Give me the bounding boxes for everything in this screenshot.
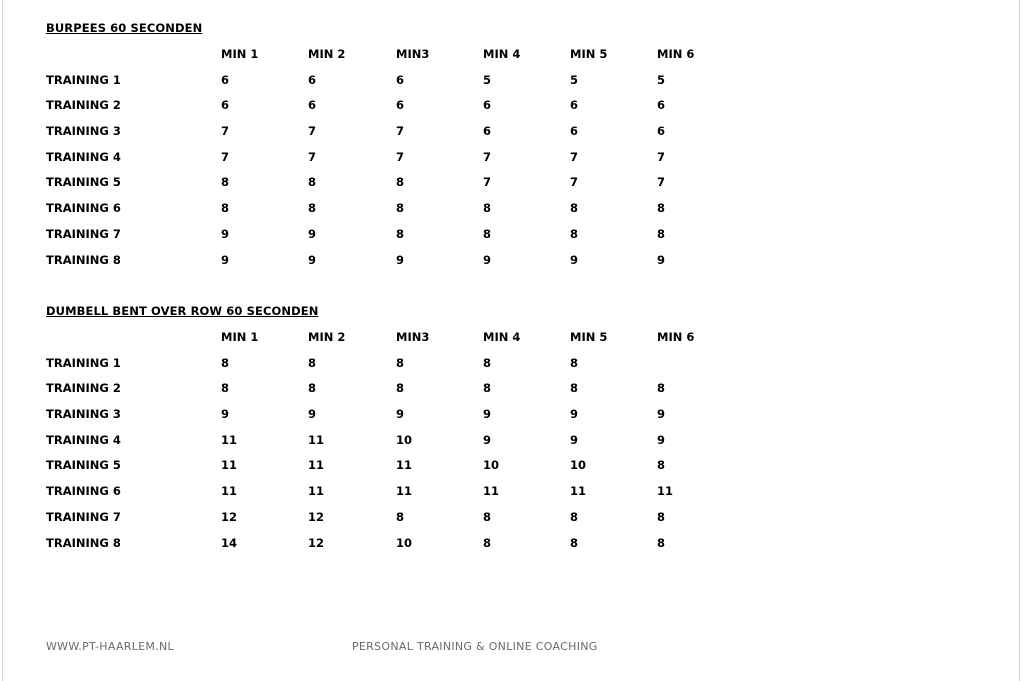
table-cell: 11 <box>308 484 325 499</box>
row-label: TRAINING 3 <box>46 124 121 139</box>
table-cell: 6 <box>657 98 666 113</box>
table-cell: 9 <box>396 252 405 267</box>
table-cell: 8 <box>483 226 492 241</box>
header-min-3: MIN3 <box>396 330 430 344</box>
footer-tagline: PERSONAL TRAINING & ONLINE COACHING <box>352 640 598 653</box>
row-label: TRAINING 4 <box>46 432 121 447</box>
table-cell: 8 <box>570 226 579 241</box>
table-cell: 11 <box>221 458 238 473</box>
table-cell: 8 <box>396 355 405 370</box>
table-cell: 6 <box>570 124 579 139</box>
table-cell: 9 <box>657 432 666 447</box>
table-cell: 8 <box>483 355 492 370</box>
document-page <box>2 0 1020 681</box>
row-label: TRAINING 6 <box>46 484 121 499</box>
table-cell: 9 <box>570 407 579 422</box>
table-cell: 7 <box>308 124 317 139</box>
footer-website: WWW.PT-HAARLEM.NL <box>46 640 174 653</box>
table-cell: 7 <box>221 149 230 164</box>
table-cell: 8 <box>657 509 666 524</box>
table-cell: 8 <box>308 201 317 216</box>
table-cell: 11 <box>570 484 587 499</box>
table-cell: 5 <box>570 72 579 87</box>
header-min-5: MIN 5 <box>570 47 608 61</box>
table-cell: 6 <box>221 72 230 87</box>
table-cell: 8 <box>483 201 492 216</box>
table-cell: 5 <box>483 72 492 87</box>
table-cell: 7 <box>221 124 230 139</box>
row-label: TRAINING 6 <box>46 201 121 216</box>
table-cell: 6 <box>483 98 492 113</box>
table-cell: 11 <box>308 458 325 473</box>
table-cell: 7 <box>570 149 579 164</box>
table-cell: 6 <box>483 124 492 139</box>
table-cell: 7 <box>570 175 579 190</box>
header-min-1: MIN 1 <box>221 330 259 344</box>
table-cell: 8 <box>657 381 666 396</box>
table-cell: 10 <box>396 432 413 447</box>
row-label: TRAINING 5 <box>46 175 121 190</box>
table-cell: 11 <box>483 484 500 499</box>
table-cell: 7 <box>308 149 317 164</box>
row-label: TRAINING 8 <box>46 535 121 550</box>
header-min-2: MIN 2 <box>308 330 346 344</box>
row-label: TRAINING 8 <box>46 252 121 267</box>
table-cell: 8 <box>483 535 492 550</box>
table-cell: 7 <box>483 175 492 190</box>
table-cell: 9 <box>221 252 230 267</box>
table-cell: 6 <box>221 98 230 113</box>
table-cell: 12 <box>221 509 238 524</box>
table-cell: 5 <box>657 72 666 87</box>
table-cell: 8 <box>570 201 579 216</box>
table-cell: 9 <box>483 252 492 267</box>
table-cell: 8 <box>483 509 492 524</box>
header-min-6: MIN 6 <box>657 47 695 61</box>
table-cell: 12 <box>308 509 325 524</box>
table-cell: 11 <box>221 484 238 499</box>
table-cell: 6 <box>396 98 405 113</box>
table-cell: 8 <box>396 175 405 190</box>
table-cell: 10 <box>483 458 500 473</box>
table-cell: 6 <box>308 98 317 113</box>
table-cell: 11 <box>308 432 325 447</box>
table-cell: 10 <box>396 535 413 550</box>
table-cell: 8 <box>570 535 579 550</box>
table-cell: 6 <box>308 72 317 87</box>
header-min-4: MIN 4 <box>483 330 521 344</box>
table-cell: 8 <box>308 175 317 190</box>
table-cell: 9 <box>657 407 666 422</box>
table-cell: 11 <box>221 432 238 447</box>
table-cell: 8 <box>396 226 405 241</box>
table-cell: 8 <box>221 201 230 216</box>
table-cell: 6 <box>396 72 405 87</box>
table-cell: 11 <box>657 484 674 499</box>
table-cell: 9 <box>570 432 579 447</box>
table-cell: 7 <box>396 124 405 139</box>
header-min-1: MIN 1 <box>221 47 259 61</box>
table-cell: 9 <box>570 252 579 267</box>
header-min-5: MIN 5 <box>570 330 608 344</box>
table-cell: 9 <box>221 407 230 422</box>
table-cell: 10 <box>570 458 587 473</box>
header-min-4: MIN 4 <box>483 47 521 61</box>
table-cell: 9 <box>483 432 492 447</box>
table-cell: 14 <box>221 535 238 550</box>
table-cell: 7 <box>657 175 666 190</box>
table-cell: 8 <box>657 201 666 216</box>
table-cell: 9 <box>221 226 230 241</box>
table-cell: 8 <box>396 509 405 524</box>
table-cell: 8 <box>483 381 492 396</box>
table-cell: 9 <box>308 226 317 241</box>
row-label: TRAINING 7 <box>46 226 121 241</box>
row-label: TRAINING 4 <box>46 149 121 164</box>
table-cell: 8 <box>570 509 579 524</box>
header-min-2: MIN 2 <box>308 47 346 61</box>
row-label: TRAINING 1 <box>46 355 121 370</box>
row-label: TRAINING 3 <box>46 407 121 422</box>
table-cell: 7 <box>657 149 666 164</box>
table-cell: 8 <box>396 381 405 396</box>
row-label: TRAINING 7 <box>46 509 121 524</box>
table-cell: 11 <box>396 484 413 499</box>
table-cell: 9 <box>308 407 317 422</box>
table-cell: 11 <box>396 458 413 473</box>
table-cell: 9 <box>657 252 666 267</box>
table-cell: 8 <box>657 226 666 241</box>
table-cell: 8 <box>308 355 317 370</box>
row-label: TRAINING 2 <box>46 381 121 396</box>
table-cell: 8 <box>396 201 405 216</box>
table-cell: 8 <box>657 535 666 550</box>
table-cell: 9 <box>308 252 317 267</box>
row-label: TRAINING 5 <box>46 458 121 473</box>
table-cell: 8 <box>570 381 579 396</box>
row-label: TRAINING 1 <box>46 72 121 87</box>
table-cell: 7 <box>483 149 492 164</box>
table-cell: 9 <box>396 407 405 422</box>
table-cell: 12 <box>308 535 325 550</box>
table-cell: 8 <box>221 381 230 396</box>
table-cell: 8 <box>308 381 317 396</box>
burpees-section-title: BURPEES 60 SECONDEN <box>46 21 203 35</box>
table-cell: 8 <box>221 175 230 190</box>
row-label: TRAINING 2 <box>46 98 121 113</box>
table-cell: 9 <box>483 407 492 422</box>
table-cell: 6 <box>657 124 666 139</box>
dumbbell-row-section-title: DUMBELL BENT OVER ROW 60 SECONDEN <box>46 304 319 318</box>
header-min-6: MIN 6 <box>657 330 695 344</box>
table-cell: 7 <box>396 149 405 164</box>
table-cell: 6 <box>570 98 579 113</box>
table-cell: 8 <box>570 355 579 370</box>
table-cell: 8 <box>221 355 230 370</box>
table-cell: 8 <box>657 458 666 473</box>
header-min-3: MIN3 <box>396 47 430 61</box>
